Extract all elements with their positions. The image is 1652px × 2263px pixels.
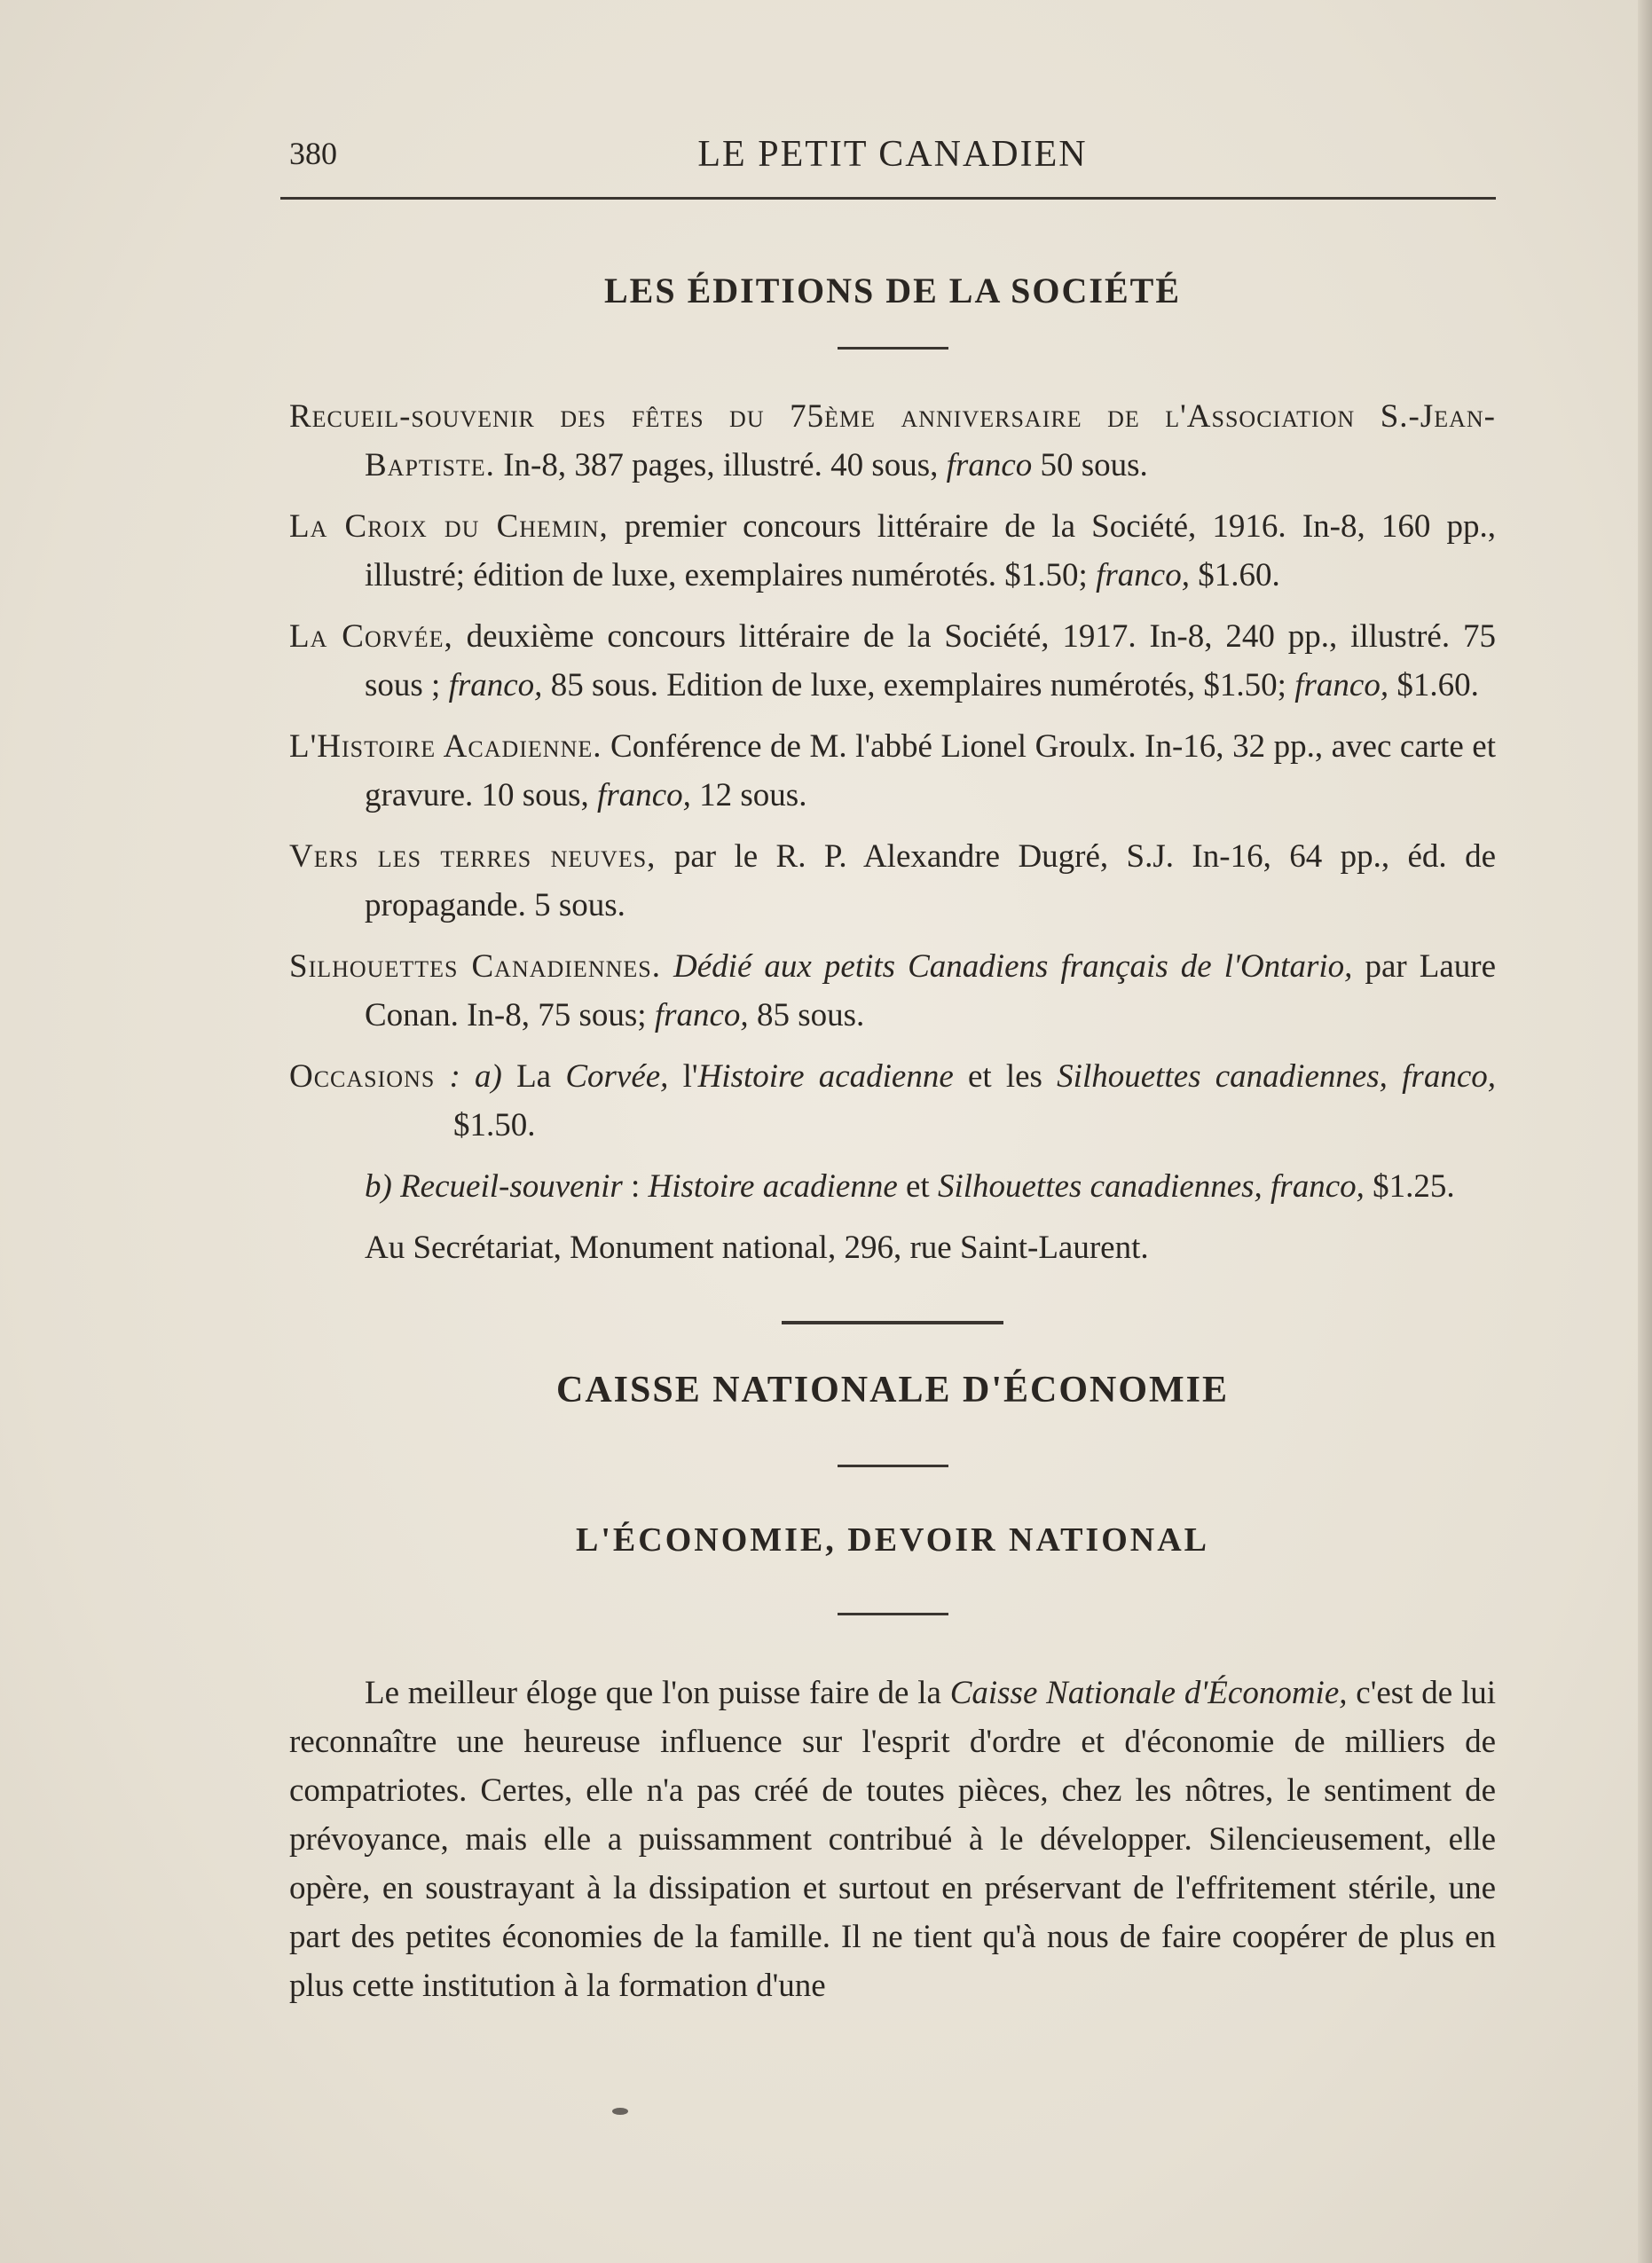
- section-divider: [782, 1321, 1003, 1324]
- entry-croix-du-chemin: La Croix du Chemin, premier concours littéraire de la Société, 1916. In-8, 160 pp., illustré; édition de luxe, exemplaires numérotés. $1.50; franco, $1.60.: [289, 508, 1496, 593]
- entry-title: La Croix du Chemin,: [289, 508, 609, 545]
- entry-occasions-a: Occasions : a) La Corvée, l'Histoire acadienne et les Silhouettes canadiennes, franco, $1.50.: [289, 1058, 1496, 1143]
- header-rule: [280, 197, 1496, 200]
- entry-title: Recueil-souvenir des fêtes du 75ème anniversaire de l'Association S.-Jean-Baptiste.: [289, 398, 1496, 483]
- caisse-subtitle: L'ÉCONOMIE, DEVOIR NATIONAL: [576, 1521, 1209, 1559]
- entry-title: Silhouettes Canadiennes.: [289, 948, 661, 985]
- entry-title: Vers les terres neuves,: [289, 838, 657, 875]
- entry-silhouettes-canadiennes: Silhouettes Canadiennes. Dédié aux petits Canadiens français de l'Ontario, par Laure Conan. In-8, 75 sous; franco, 85 sous.: [289, 948, 1497, 1033]
- entry-vers-les-terres-neuves: Vers les terres neuves, par le R. P. Alexandre Dugré, S.J. In-16, 64 pp., éd. de propagande. 5 sous.: [289, 838, 1496, 923]
- subtitle-rule: [838, 1613, 948, 1615]
- running-title: LE PETIT CANADIEN: [697, 134, 1088, 175]
- entry-recueil-souvenir: Recueil-souvenir des fêtes du 75ème anniversaire de l'Association S.-Jean-Baptiste. In-8, 387 pages, illustré. 40 sous, franco 50 sous.: [289, 398, 1496, 483]
- page-number: 380: [289, 136, 337, 171]
- body-paragraph: Le meilleur éloge que l'on puisse faire de la Caisse Nationale d'Économie, c'est de lui reconnaître une heureuse influence sur l'esprit d'ordre et d'économie de milliers de compatriotes. Certes, elle n'a pas créé de toutes pièces, chez les nôtres, le sentiment de prévoyance, mais elle a puissamment contribué à le développer. Silencieusement, elle opère, en soustrayant à la dissipation et surtout en préservant de l'effritement stérile, une part des petites économies de la famille. Il ne tient qu'à nous de faire coopérer de plus en plus cette institution à la formation d'une: [289, 1675, 1497, 2004]
- editions-rule: [838, 347, 948, 350]
- entry-title: La Corvée,: [289, 618, 453, 655]
- running-head: [289, 124, 1496, 186]
- entry-title: L'Histoire Acadienne.: [289, 728, 602, 765]
- caisse-title: CAISSE NATIONALE D'ÉCONOMIE: [555, 1370, 1229, 1410]
- entry-la-corvee: La Corvée, deuxième concours littéraire de la Société, 1917. In-8, 240 pp., illustré. 75 sous ; franco, 85 sous. Edition de luxe, exemplaires numérotés, $1.50; franco, $1.60.: [289, 618, 1496, 703]
- entry-histoire-acadienne: L'Histoire Acadienne. Conférence de M. l'abbé Lionel Groulx. In-16, 32 pp., avec carte et gravure. 10 sous, franco, 12 sous.: [289, 728, 1496, 813]
- secretariat-address: Au Secrétariat, Monument national, 296, rue Saint-Laurent.: [365, 1230, 1149, 1266]
- page-content: [289, 124, 1496, 2010]
- editions-title: LES ÉDITIONS DE LA SOCIÉTÉ: [603, 271, 1181, 310]
- ink-speck: [612, 2108, 628, 2115]
- page-edge: [1638, 0, 1652, 2263]
- entry-title: Occasions: [289, 1058, 436, 1095]
- caisse-rule: [838, 1465, 948, 1467]
- entry-occasions-b: b) Recueil-souvenir : Histoire acadienne et Silhouettes canadiennes, franco, $1.25.: [365, 1168, 1455, 1205]
